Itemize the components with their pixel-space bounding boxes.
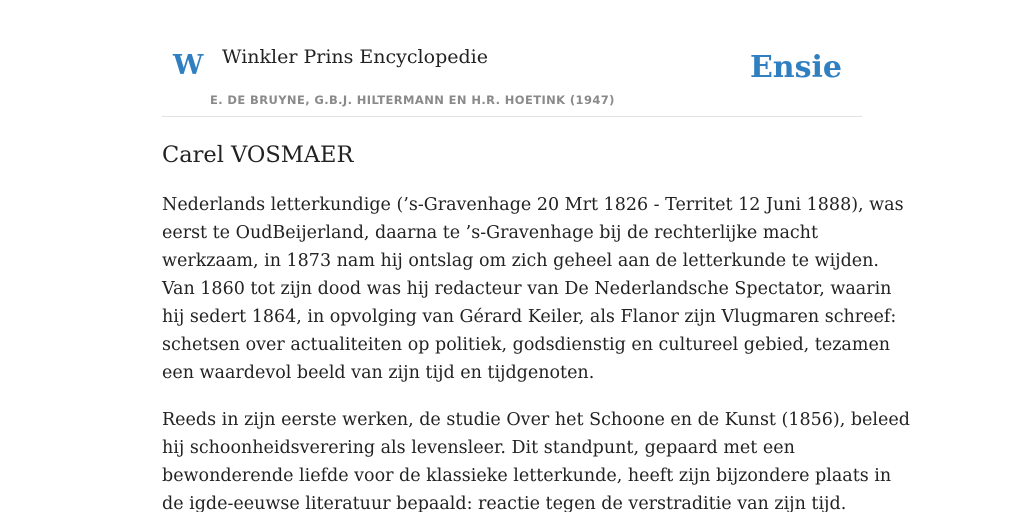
paragraph-line: bewonderende liefde voor de klassieke letterkunde, heeft zijn bijzondere plaats in	[162, 466, 892, 486]
paragraph-line: Reeds in zijn eerste werken, de studie Over het Schoone en de Kunst (1856), beleed	[162, 410, 910, 430]
paragraph-line: eerst te OudBeijerland, daarna te ’s-Gravenhage bij de rechterlijke macht	[162, 223, 818, 243]
paragraph-line: Nederlands letterkundige (’s-Gravenhage 20 Mrt 1826 - Territet 12 Juni 1888), was	[162, 195, 904, 215]
source-title[interactable]: Winkler Prins Encyclopedie	[222, 46, 488, 68]
winkler-prins-logo[interactable]: W	[173, 50, 204, 81]
paragraph-line: de igde-eeuwse literatuur bepaald: reactie tegen de verstraditie van zijn tijd.	[162, 494, 847, 512]
article	[162, 140, 910, 512]
ensie-logo[interactable]: Ensie	[749, 50, 842, 85]
paragraph-line: schetsen over actualiteiten op politiek, godsdienstig en cultureel gebied, tezamen	[162, 335, 891, 355]
paragraph-line: werkzaam, in 1873 nam hij ontslag om zich geheel aan de letterkunde te wijden.	[162, 251, 879, 271]
article-paragraph-1	[162, 191, 904, 387]
article-paragraph-2	[162, 406, 910, 512]
paragraph-line: een waardevol beeld van zijn tijd en tijdgenoten.	[162, 363, 595, 383]
source-header	[162, 0, 862, 117]
article-title: Carel VOSMAER	[162, 142, 354, 168]
paragraph-line: Van 1860 tot zijn dood was hij redacteur van De Nederlandsche Spectator, waarin	[162, 279, 892, 299]
source-authors: E. DE BRUYNE, G.B.J. HILTERMANN EN H.R. HOETINK (1947)	[210, 93, 615, 107]
paragraph-line: hij schoonheidsverering als levensleer. Dit standpunt, gepaard met een	[162, 438, 795, 458]
paragraph-line: hij sedert 1864, in opvolging van Gérard Keiler, als Flanor zijn Vlugmaren schreef:	[162, 307, 897, 327]
